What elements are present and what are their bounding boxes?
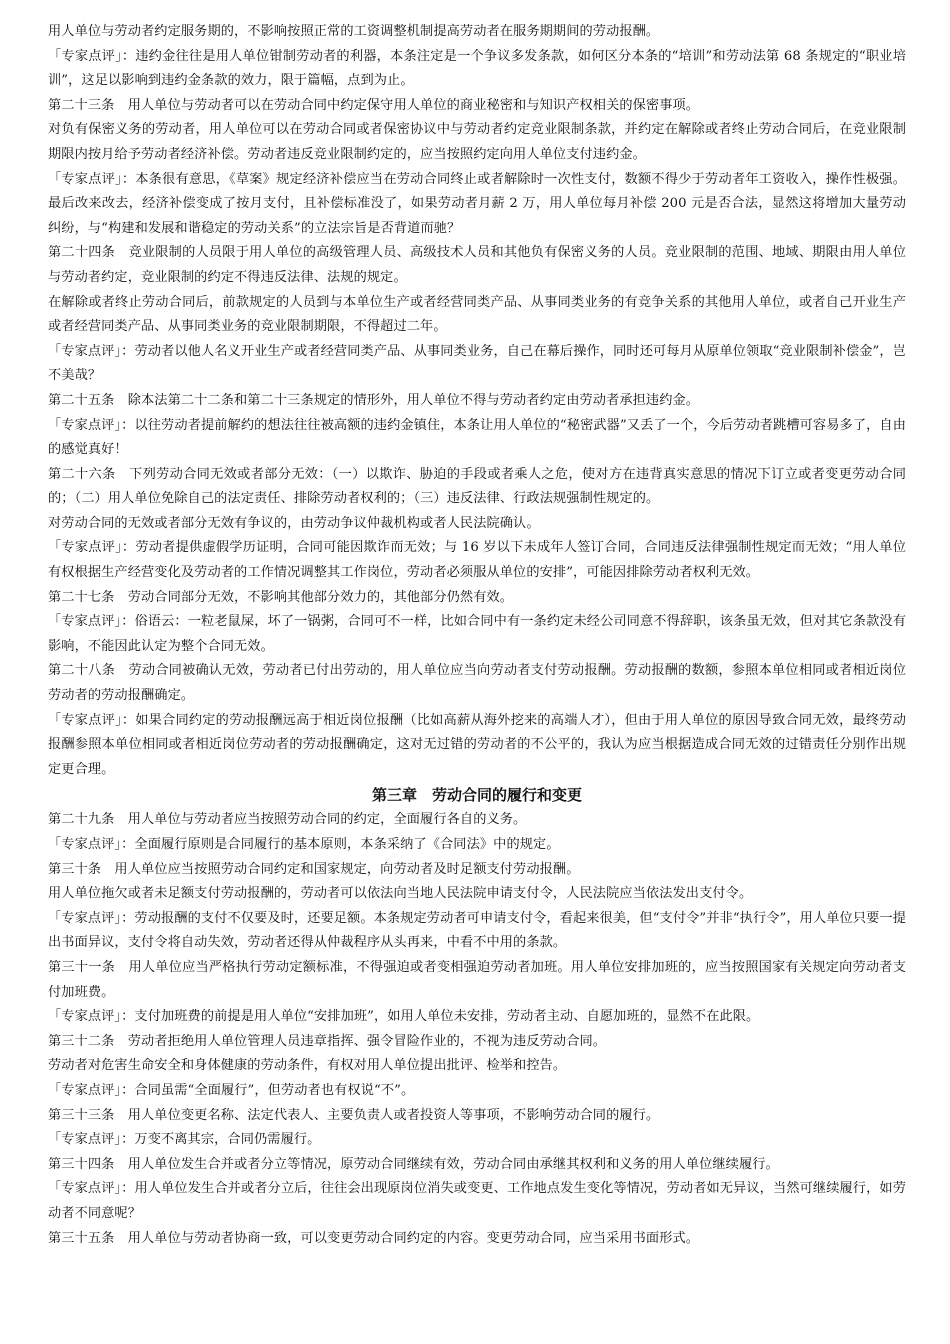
article-35: 第三十五条 用人单位与劳动者协商一致，可以变更劳动合同约定的内容。变更劳动合同，应当采用书面形式。: [48, 1230, 700, 1246]
article-30: 第三十条 用人单位应当按照劳动合同约定和国家规定，向劳动者及时足额支付劳动报酬。: [48, 861, 580, 877]
expert-comment-33: 「专家点评」：万变不离其宗，合同仍需履行。: [48, 1132, 321, 1148]
article-24: 第二十四条 竞业限制的人员限于用人单位的高级管理人员、高级技术人员和其他负有保密义务的人员。竞业限制的范围、地域、期限由用人单位与劳动者约定，竞业限制的约定不得违反法律、法规的规定。: [48, 245, 906, 285]
expert-comment-34: 「专家点评」：用人单位发生合并或者分立后，往往会出现原岗位消失或变更、工作地点发生变化等情况，劳动者如无异议，当然可继续履行，如劳动者不同意呢？: [48, 1181, 906, 1221]
expert-comment-23: 「专家点评」：本条很有意思，《草案》规定经济补偿应当在劳动合同终止或者解除时一次性支付，数额不得少于劳动者年工资收入，操作性极强。最后改来改去，经济补偿变成了按月支付，且补偿标准没了，如果劳动者月薪 2 万，用人单位每月补偿 200 元是否合法，显然这将增加大量劳动纠纷，与“构建和发展和谐稳定的劳动关系”的立法宗旨是否背道而驰？: [48, 171, 906, 236]
expert-comment-28: 「专家点评」：如果合同约定的劳动报酬远高于相近岗位报酬（比如高薪从海外挖来的高端人才），但由于用人单位的原因导致合同无效，最终劳动报酬参照本单位相同或者相近岗位劳动者的劳动报酬确定，这对无过错的劳动者的不公平的，我认为应当根据造成合同无效的过错责任分别作出规定更合理。: [48, 712, 906, 777]
article-23: 第二十三条 用人单位与劳动者可以在劳动合同中约定保守用人单位的商业秘密和与知识产权相关的保密事项。: [48, 97, 700, 113]
expert-comment-25: 「专家点评」：以往劳动者提前解约的想法往往被高额的违约金镇住，本条让用人单位的“秘密武器”又丢了一个，今后劳动者跳槽可容易多了，自由的感觉真好！: [48, 417, 906, 458]
article-25: 第二十五条 除本法第二十二条和第二十三条规定的情形外，用人单位不得与劳动者约定由劳动者承担违约金。: [48, 392, 700, 408]
expert-comment-24: 「专家点评」：劳动者以他人名义开业生产或者经营同类产品、从事同类业务，自己在幕后操作，同时还可每月从原单位领取“竞业限制补偿金”，岂不美哉？: [48, 343, 906, 384]
expert-comment-32: 「专家点评」：合同虽需“全面履行”，但劳动者也有权说“不”。: [48, 1082, 415, 1098]
expert-comment-1: 「专家点评」：违约金往往是用人单位钳制劳动者的利器，本条注定是一个争议多发条款，如何区分本条的“培训”和劳动法第 68 条规定的“职业培训”，这足以影响到违约金条款的效力，限于篇幅，点到为止。: [48, 48, 906, 89]
article-32: 第三十二条 劳动者拒绝用人单位管理人员违章指挥、强令冒险作业的，不视为违反劳动合同。: [48, 1033, 607, 1049]
expert-comment-27: 「专家点评」：俗语云：一粒老鼠屎，坏了一锅粥，合同可不一样，比如合同中有一条约定未经公司同意不得辞职，该条虽无效，但对其它条款没有影响，不能因此认定为整个合同无效。: [48, 614, 906, 654]
expert-comment-31: 「专家点评」：支付加班费的前提是用人单位“安排加班”，如用人单位未安排，劳动者主动、自愿加班的，显然不在此限。: [48, 1009, 760, 1025]
paragraph-1: 用人单位与劳动者约定服务期的，不影响按照正常的工资调整机制提高劳动者在服务期期间的劳动报酬。: [48, 24, 660, 39]
article-33: 第三十三条 用人单位变更名称、法定代表人、主要负责人或者投资人等事项，不影响劳动合同的履行。: [48, 1107, 660, 1123]
article-23-clause-2: 对负有保密义务的劳动者，用人单位可以在劳动合同或者保密协议中与劳动者约定竞业限制条款，并约定在解除或者终止劳动合同后，在竞业限制期限内按月给予劳动者经济补偿。劳动者违反竞业限制约定的，应当按照约定向用人单位支付违约金。: [48, 122, 906, 162]
expert-comment-26: 「专家点评」：劳动者提供虚假学历证明，合同可能因欺诈而无效；与 16 岁以下未成年人签订合同，合同违反法律强制性规定而无效；“用人单位有权根据生产经营变化及劳动者的工作情况调整其工作岗位，劳动者必须服从单位的安排”，可能因排除劳动者权利无效。: [48, 540, 906, 581]
expert-comment-29: 「专家点评」：全面履行原则是合同履行的基本原则，本条采纳了《合同法》中的规定。: [48, 837, 560, 852]
article-31: 第三十一条 用人单位应当严格执行劳动定额标准，不得强迫或者变相强迫劳动者加班。用人单位安排加班的，应当按照国家有关规定向劳动者支付加班费。: [48, 959, 906, 1000]
expert-comment-30: 「专家点评」：劳动报酬的支付不仅要及时，还要足额。本条规定劳动者可申请支付令，看起来很美，但“支付令”并非“执行令”，用人单位只要一提出书面异议，支付令将自动失效，劳动者还得从仲裁程序从头再来，中看不中用的条款。: [48, 910, 906, 951]
article-34: 第三十四条 用人单位发生合并或者分立等情况，原劳动合同继续有效，劳动合同由承继其权利和义务的用人单位继续履行。: [48, 1156, 779, 1172]
chapter-title: 第三章 劳动合同的履行和变更: [371, 786, 582, 805]
document-page: [48, 20, 906, 1251]
article-29: 第二十九条 用人单位与劳动者应当按照劳动合同的约定，全面履行各自的义务。: [48, 812, 527, 828]
article-27: 第二十七条 劳动合同部分无效，不影响其他部分效力的，其他部分仍然有效。: [48, 589, 514, 605]
article-28: 第二十八条 劳动合同被确认无效，劳动者已付出劳动的，用人单位应当向劳动者支付劳动报酬。劳动报酬的数额，参照本单位相同或者相近岗位劳动者的劳动报酬确定。: [48, 663, 906, 704]
article-32-clause-2: 劳动者对危害生命安全和身体健康的劳动条件，有权对用人单位提出批评、检举和控告。: [48, 1058, 567, 1074]
article-24-clause-2: 在解除或者终止劳动合同后，前款规定的人员到与本单位生产或者经营同类产品、从事同类业务的有竞争关系的其他用人单位，或者自己开业生产或者经营同类产品、从事同类业务的竞业限制期限，不得超过二年。: [48, 294, 906, 335]
article-30-clause-2: 用人单位拖欠或者未足额支付劳动报酬的，劳动者可以依法向当地人民法院申请支付令，人民法院应当依法发出支付令。: [48, 886, 753, 902]
article-26-clause-2: 对劳动合同的无效或者部分无效有争议的，由劳动争议仲裁机构或者人民法院确认。: [48, 515, 540, 531]
article-26: 第二十六条 下列劳动合同无效或者部分无效：（一）以欺诈、胁迫的手段或者乘人之危，使对方在违背真实意思的情况下订立或者变更劳动合同的；（二）用人单位免除自己的法定责任、排除劳动者权利的；（三）违反法律、行政法规强制性规定的。: [48, 466, 906, 507]
